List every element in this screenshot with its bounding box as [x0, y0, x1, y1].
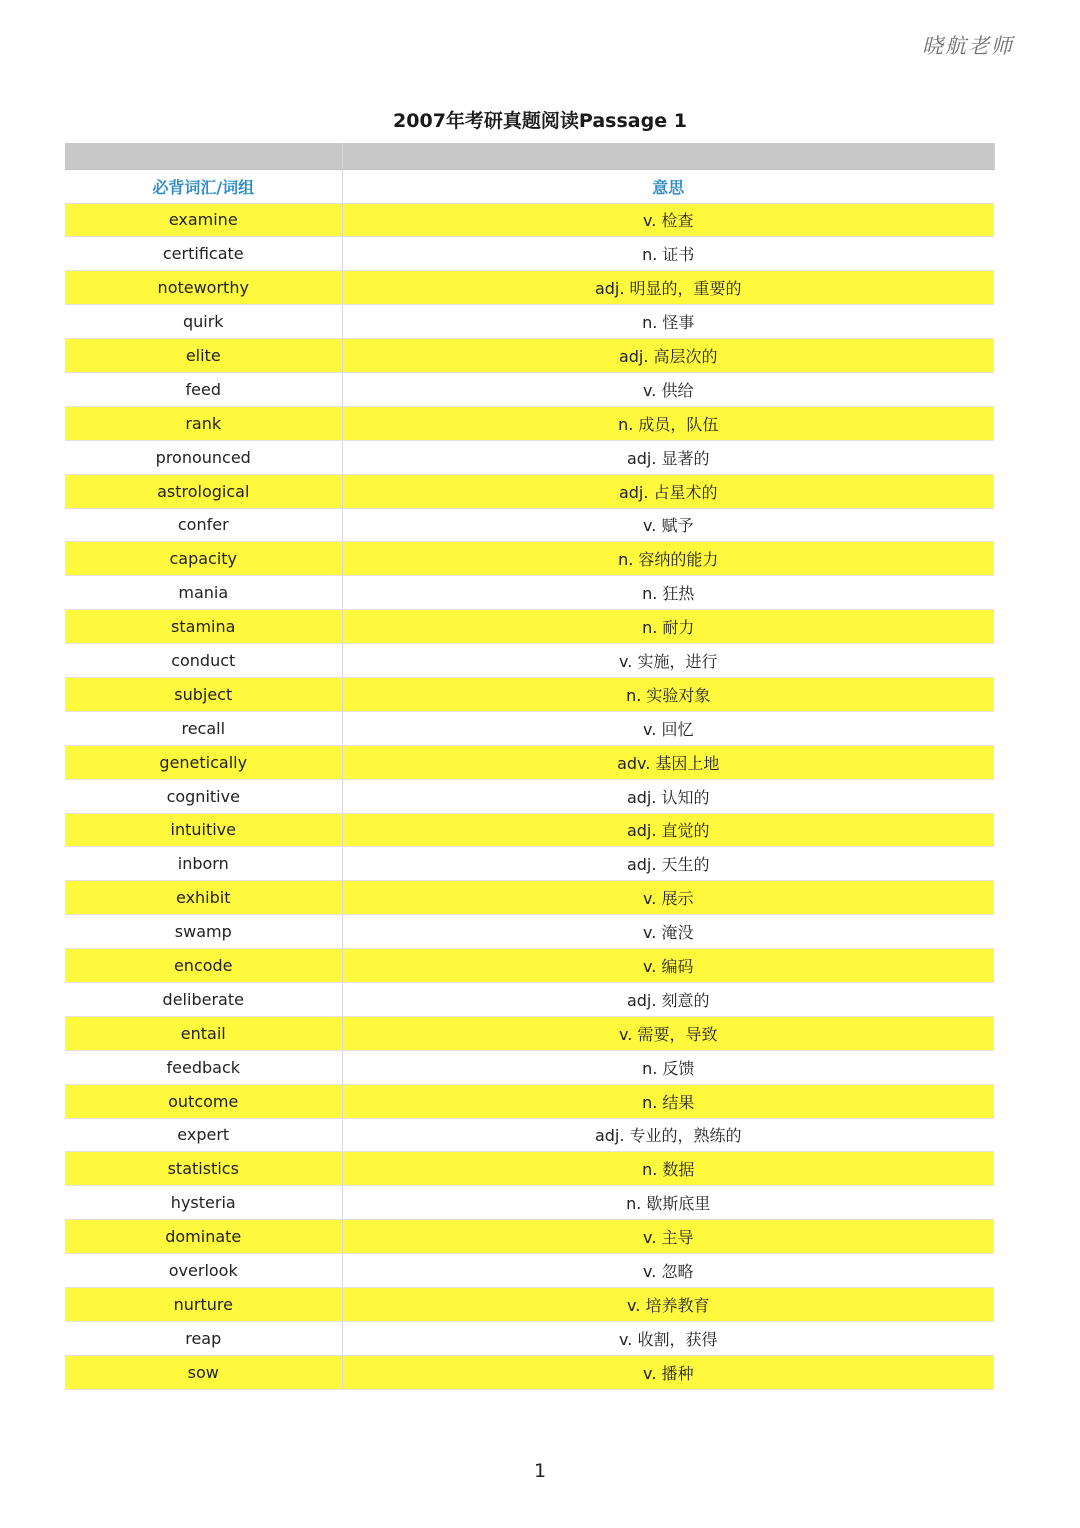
page-number: 1	[533, 1460, 547, 1482]
vocab-meaning: v. 供给	[342, 372, 994, 406]
table-row	[65, 644, 994, 678]
vocab-word: statistics	[65, 1152, 342, 1186]
vocab-word: noteworthy	[65, 271, 342, 305]
vocab-meaning: adj. 天生的	[342, 847, 994, 881]
vocab-word: feed	[65, 372, 342, 406]
table-row	[65, 1016, 994, 1050]
table-row	[65, 1288, 994, 1322]
vocab-word: exhibit	[65, 881, 342, 915]
table-row	[65, 779, 994, 813]
vocab-word: pronounced	[65, 440, 342, 474]
table-row	[65, 949, 994, 983]
vocab-word: hysteria	[65, 1186, 342, 1220]
table-row	[65, 237, 994, 271]
table-row	[65, 440, 994, 474]
vocab-meaning: n. 实验对象	[342, 677, 994, 711]
table-row	[65, 474, 994, 508]
vocab-word: entail	[65, 1016, 342, 1050]
vocab-word: swamp	[65, 915, 342, 949]
table-row	[65, 203, 994, 237]
vocab-word: outcome	[65, 1084, 342, 1118]
table-row	[65, 339, 994, 373]
table-row	[65, 305, 994, 339]
vocab-word: astrological	[65, 474, 342, 508]
document-title: 2007年考研真题阅读Passage 1	[393, 110, 687, 132]
vocab-word: quirk	[65, 305, 342, 339]
vocab-meaning: n. 耐力	[342, 610, 994, 644]
table-row	[65, 881, 994, 915]
table-row	[65, 711, 994, 745]
vocab-meaning: adj. 刻意的	[342, 982, 994, 1016]
table-row	[65, 1321, 994, 1355]
vocab-meaning: v. 主导	[342, 1220, 994, 1254]
vocab-word: feedback	[65, 1050, 342, 1084]
vocab-word: stamina	[65, 610, 342, 644]
vocab-meaning: v. 培养教育	[342, 1288, 994, 1322]
vocab-meaning: n. 结果	[342, 1084, 994, 1118]
vocab-meaning: v. 收割，获得	[342, 1321, 994, 1355]
table-row	[65, 406, 994, 440]
header-meaning: 意思	[342, 169, 994, 203]
table-row	[65, 1220, 994, 1254]
vocab-word: capacity	[65, 542, 342, 576]
vocab-word: deliberate	[65, 982, 342, 1016]
vocab-word: rank	[65, 406, 342, 440]
table-row	[65, 271, 994, 305]
table-row	[65, 1254, 994, 1288]
table-row	[65, 1355, 994, 1389]
vocab-word: expert	[65, 1118, 342, 1152]
signature: 晓航老师	[922, 34, 1014, 58]
vocab-word: elite	[65, 339, 342, 373]
vocab-word: dominate	[65, 1220, 342, 1254]
table-row	[65, 847, 994, 881]
vocab-word: reap	[65, 1321, 342, 1355]
table-row	[65, 1084, 994, 1118]
vocab-meaning: adj. 直觉的	[342, 813, 994, 847]
vocab-meaning: v. 实施，进行	[342, 644, 994, 678]
vocab-meaning: v. 编码	[342, 949, 994, 983]
vocab-meaning: adj. 专业的，熟练的	[342, 1118, 994, 1152]
table-row	[65, 813, 994, 847]
vocab-meaning: v. 播种	[342, 1355, 994, 1389]
vocab-meaning: v. 回忆	[342, 711, 994, 745]
table-row	[65, 610, 994, 644]
vocab-word: inborn	[65, 847, 342, 881]
vocab-meaning: adj. 显著的	[342, 440, 994, 474]
table-top-band	[65, 143, 994, 169]
table-row	[65, 1152, 994, 1186]
vocab-meaning: n. 反馈	[342, 1050, 994, 1084]
vocab-meaning: v. 淹没	[342, 915, 994, 949]
vocab-meaning: n. 数据	[342, 1152, 994, 1186]
vocab-word: mania	[65, 576, 342, 610]
vocab-word: overlook	[65, 1254, 342, 1288]
vocab-meaning: adj. 认知的	[342, 779, 994, 813]
vocab-meaning: n. 歇斯底里	[342, 1186, 994, 1220]
table-row	[65, 677, 994, 711]
vocab-meaning: n. 证书	[342, 237, 994, 271]
vocab-meaning: n. 怪事	[342, 305, 994, 339]
table-header-row	[65, 169, 994, 203]
vocab-meaning: adj. 占星术的	[342, 474, 994, 508]
vocab-word: certificate	[65, 237, 342, 271]
table-row	[65, 982, 994, 1016]
vocab-word: recall	[65, 711, 342, 745]
vocab-meaning: v. 需要，导致	[342, 1016, 994, 1050]
vocab-word: conduct	[65, 644, 342, 678]
table-row	[65, 508, 994, 542]
vocab-word: nurture	[65, 1288, 342, 1322]
header-word: 必背词汇/词组	[65, 169, 342, 203]
vocab-meaning: v. 展示	[342, 881, 994, 915]
vocab-word: cognitive	[65, 779, 342, 813]
vocabulary-table	[65, 143, 995, 1390]
table-row	[65, 1050, 994, 1084]
vocab-meaning: adj. 高层次的	[342, 339, 994, 373]
band-cell	[342, 143, 994, 169]
vocab-word: examine	[65, 203, 342, 237]
vocab-word: intuitive	[65, 813, 342, 847]
table-row	[65, 372, 994, 406]
table-row	[65, 576, 994, 610]
vocab-word: genetically	[65, 745, 342, 779]
table-row	[65, 745, 994, 779]
table-row	[65, 915, 994, 949]
vocab-meaning: adj. 明显的，重要的	[342, 271, 994, 305]
table-row	[65, 1186, 994, 1220]
vocab-word: sow	[65, 1355, 342, 1389]
table-row	[65, 1118, 994, 1152]
vocab-meaning: v. 赋予	[342, 508, 994, 542]
vocab-meaning: v. 检查	[342, 203, 994, 237]
vocab-meaning: n. 成员，队伍	[342, 406, 994, 440]
table-body	[65, 203, 994, 1389]
vocab-meaning: n. 容纳的能力	[342, 542, 994, 576]
vocab-word: confer	[65, 508, 342, 542]
vocab-word: subject	[65, 677, 342, 711]
vocab-meaning: n. 狂热	[342, 576, 994, 610]
vocab-word: encode	[65, 949, 342, 983]
vocab-meaning: v. 忽略	[342, 1254, 994, 1288]
band-cell	[65, 143, 342, 169]
table-row	[65, 542, 994, 576]
vocab-meaning: adv. 基因上地	[342, 745, 994, 779]
